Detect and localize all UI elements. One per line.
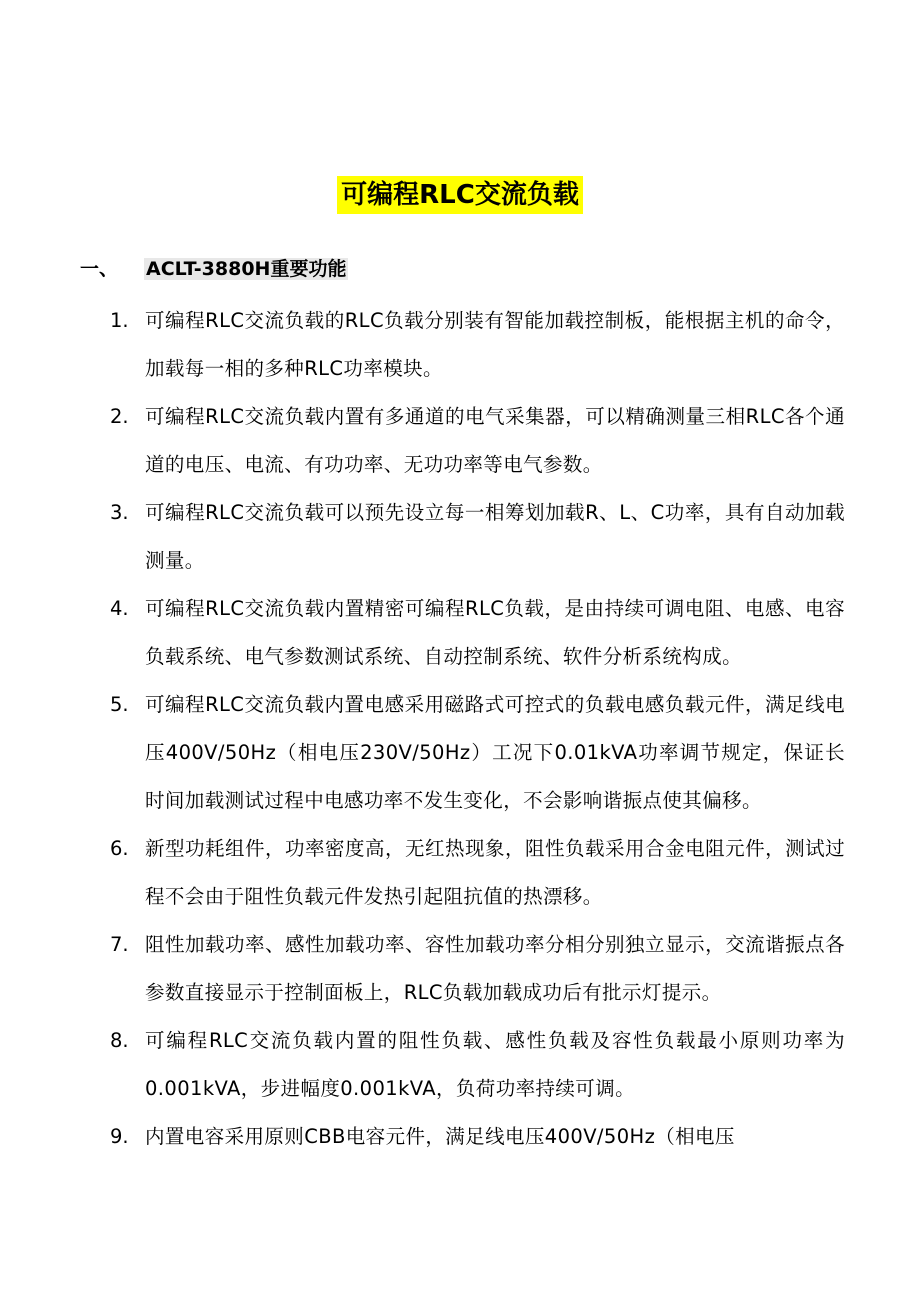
list-item-number: 3. — [110, 501, 129, 524]
list-item-number: 6. — [110, 837, 129, 860]
list-item-text: 可编程RLC交流负载可以预先设立每一相筹划加载R、L、C功率，具有自动加载测量。 — [145, 501, 845, 572]
list-item — [110, 585, 845, 681]
list-item — [110, 921, 845, 1017]
document-title-text: 可编程RLC交流负载 — [337, 176, 583, 214]
list-item-number: 8. — [110, 1029, 129, 1052]
list-item — [110, 1113, 845, 1161]
list-item-text: 新型功耗组件，功率密度高，无红热现象，阻性负载采用合金电阻元件，测试过程不会由于阻性负载元件发热引起阻抗值的热漂移。 — [145, 837, 845, 908]
list-item-text: 可编程RLC交流负载内置有多通道的电气采集器，可以精确测量三相RLC各个通道的电压、电流、有功功率、无功功率等电气参数。 — [145, 405, 845, 476]
list-item-number: 4. — [110, 597, 129, 620]
list-item-text: 阻性加载功率、感性加载功率、容性加载功率分相分别独立显示，交流谐振点各参数直接显示于控制面板上，RLC负载加载成功后有批示灯提示。 — [145, 933, 845, 1004]
list-item-number: 7. — [110, 933, 129, 956]
list-item-number: 5. — [110, 693, 129, 716]
list-item — [110, 825, 845, 921]
list-item — [110, 681, 845, 825]
list-item — [110, 489, 845, 585]
list-item-number: 1. — [110, 309, 129, 332]
section-heading — [80, 253, 348, 285]
list-item-text: 内置电容采用原则CBB电容元件，满足线电压400V/50Hz（相电压 — [145, 1125, 735, 1148]
list-item-number: 9. — [110, 1125, 129, 1148]
list-item — [110, 1017, 845, 1113]
list-item-text: 可编程RLC交流负载的RLC负载分别装有智能加载控制板，能根据主机的命令，加载每一相的多种RLC功率模块。 — [145, 309, 845, 380]
feature-list — [110, 297, 845, 1161]
list-item-text: 可编程RLC交流负载内置电感采用磁路式可控式的负载电感负载元件，满足线电压400V/50Hz（相电压230V/50Hz）工况下0.01kVA功率调节规定，保证长时间加载测试过程中电感功率不发生变化，不会影响谐振点使其偏移。 — [145, 693, 845, 812]
list-item-text: 可编程RLC交流负载内置的阻性负载、感性负载及容性负载最小原则功率为0.001kVA，步进幅度0.001kVA，负荷功率持续可调。 — [145, 1029, 845, 1100]
list-item — [110, 297, 845, 393]
list-item-number: 2. — [110, 405, 129, 428]
list-item — [110, 393, 845, 489]
document-title — [0, 176, 920, 214]
section-heading-text: ACLT-3880H重要功能 — [146, 258, 347, 280]
list-item-text: 可编程RLC交流负载内置精密可编程RLC负载，是由持续可调电阻、电感、电容负载系统、电气参数测试系统、自动控制系统、软件分析系统构成。 — [145, 597, 845, 668]
section-number: 一、 — [80, 258, 119, 280]
